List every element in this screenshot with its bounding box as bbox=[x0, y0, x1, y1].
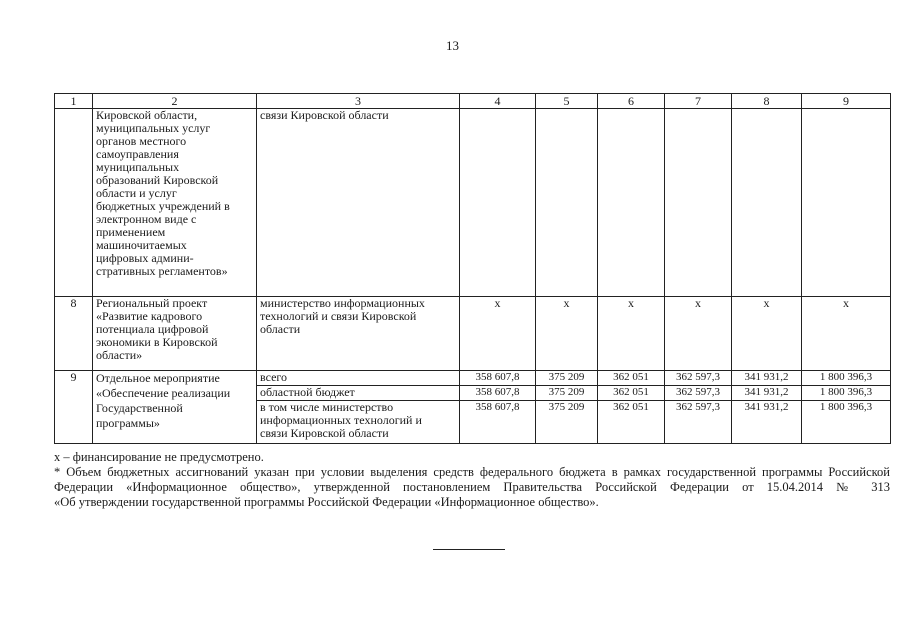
value-cell: х bbox=[732, 297, 802, 371]
value-cell: 362 597,3 bbox=[665, 401, 732, 444]
header-cell: 3 bbox=[257, 94, 460, 109]
table-row-9-total bbox=[55, 371, 891, 386]
value-cell: 362 051 bbox=[598, 401, 665, 444]
value-cell: 375 209 bbox=[536, 386, 598, 401]
value-cell: 362 051 bbox=[598, 371, 665, 386]
header-cell: 5 bbox=[536, 94, 598, 109]
footnote-star-line: Федерации «Информационное общество», утвержденной постановлением Правительства Российской Федерации от 15.04.2014 № 313 bbox=[54, 480, 890, 494]
value-cell: х bbox=[460, 297, 536, 371]
value-cell bbox=[802, 109, 891, 297]
responsible-cell: министерство информационных технологий и связи Кировской области bbox=[257, 297, 460, 371]
value-cell: 358 607,8 bbox=[460, 386, 536, 401]
footnotes bbox=[54, 450, 890, 510]
value-cell: 341 931,2 bbox=[732, 401, 802, 444]
end-divider bbox=[433, 549, 505, 550]
funding-source-cell: областной бюджет bbox=[257, 386, 460, 401]
value-cell: 362 597,3 bbox=[665, 371, 732, 386]
row-number-cell: 9 bbox=[55, 371, 93, 444]
funding-source-cell: в том числе министерство информационных технологий и связи Кировской области bbox=[257, 401, 460, 444]
value-cell: 1 800 396,3 bbox=[802, 371, 891, 386]
header-cell: 1 bbox=[55, 94, 93, 109]
value-cell: 362 597,3 bbox=[665, 386, 732, 401]
value-cell: 375 209 bbox=[536, 371, 598, 386]
value-cell: х bbox=[802, 297, 891, 371]
value-cell: 362 051 bbox=[598, 386, 665, 401]
value-cell: 1 800 396,3 bbox=[802, 401, 891, 444]
header-cell: 7 bbox=[665, 94, 732, 109]
footnote-x: х – финансирование не предусмотрено. bbox=[54, 450, 264, 464]
header-cell: 4 bbox=[460, 94, 536, 109]
project-name-cell: Отдельное мероприятие «Обеспечение реализации Государственной программы» bbox=[93, 371, 257, 444]
value-cell bbox=[665, 109, 732, 297]
value-cell bbox=[460, 109, 536, 297]
header-cell: 8 bbox=[732, 94, 802, 109]
row-number-cell: 8 bbox=[55, 297, 93, 371]
value-cell: 1 800 396,3 bbox=[802, 386, 891, 401]
value-cell: 341 931,2 bbox=[732, 386, 802, 401]
project-name-cell: Региональный проект «Развитие кадрового потенциала цифровой экономики в Кировской области» bbox=[93, 297, 257, 371]
project-name-cell: Кировской области, муниципальных услуг органов местного самоуправления муниципальных образований Кировской области и услуг бюджетных учреждений в электронном виде с применением машиночитаемых цифровых админи- стративных регламентов» bbox=[93, 109, 257, 297]
table-row-8 bbox=[55, 297, 891, 371]
header-cell: 9 bbox=[802, 94, 891, 109]
table-header-row bbox=[55, 94, 891, 109]
responsible-cell: связи Кировской области bbox=[257, 109, 460, 297]
value-cell: х bbox=[665, 297, 732, 371]
program-table bbox=[54, 93, 891, 444]
header-cell: 6 bbox=[598, 94, 665, 109]
footnote-star-line: «Об утверждении государственной программы Российской Федерации «Информационное общество». bbox=[54, 495, 599, 509]
footnote-star-line: * Объем бюджетных ассигнований указан при условии выделения средств федерального бюджета в рамках государственной программы Российской bbox=[54, 465, 890, 479]
value-cell: х bbox=[598, 297, 665, 371]
value-cell bbox=[732, 109, 802, 297]
funding-source-cell: всего bbox=[257, 371, 460, 386]
row-number-cell bbox=[55, 109, 93, 297]
page-number: 13 bbox=[446, 38, 459, 53]
table-row-continued bbox=[55, 109, 891, 297]
header-cell: 2 bbox=[93, 94, 257, 109]
value-cell: 358 607,8 bbox=[460, 401, 536, 444]
value-cell: 358 607,8 bbox=[460, 371, 536, 386]
value-cell: х bbox=[536, 297, 598, 371]
value-cell: 375 209 bbox=[536, 401, 598, 444]
value-cell bbox=[536, 109, 598, 297]
value-cell bbox=[598, 109, 665, 297]
value-cell: 341 931,2 bbox=[732, 371, 802, 386]
